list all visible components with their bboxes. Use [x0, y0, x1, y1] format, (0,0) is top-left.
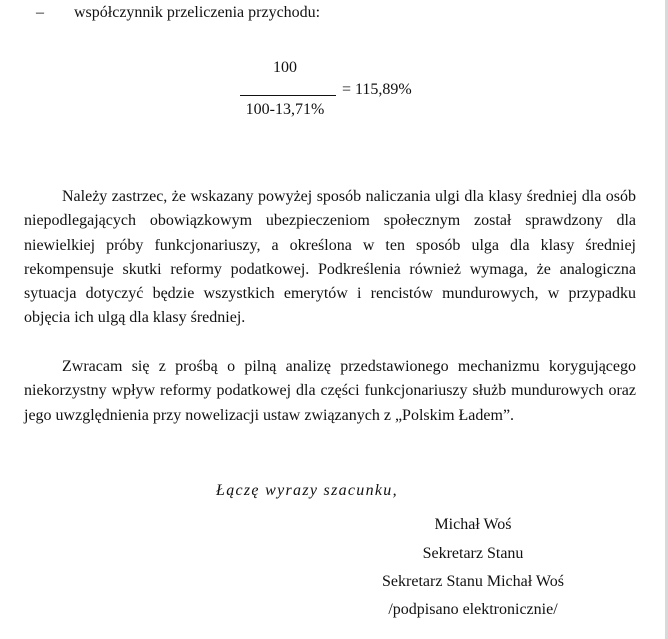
formula-numerator: 100	[273, 59, 297, 76]
fraction-bar	[240, 95, 336, 96]
bullet-line	[36, 3, 320, 23]
formula-denominator: 100-13,71%	[245, 101, 325, 118]
signature-title: Sekretarz Stanu	[422, 545, 524, 562]
formula-result: = 115,89%	[342, 81, 412, 98]
closing-line: Łączę wyrazy szacunku,	[216, 482, 398, 499]
signature-note: /podpisano elektronicznie/	[388, 601, 558, 618]
bullet-dash: –	[36, 4, 44, 21]
bullet-text: współczynnik przeliczenia przychodu:	[74, 4, 321, 21]
paragraph-2: Zwracam się z prośbą o pilną analizę przedstawionego mechanizmu korygującego niekorzystny wpływ reformy podatkowej dla części funkcjonariuszy służb mundurowych oraz jego uwzględnienia przy nowelizacji ustaw związanych z „Polskim Ładem”.	[24, 358, 636, 424]
signature-full: Sekretarz Stanu Michał Woś	[382, 573, 564, 590]
signature-name: Michał Woś	[434, 516, 512, 533]
paragraph-1: Należy zastrzec, że wskazany powyżej sposób naliczania ulgi dla klasy średniej dla osób niepodlegających obowiązkowym ubezpieczeniom społecznym został sprawdzony dla niewielkiej próby funkcjonariuszy, a określona w ten sposób ulga dla klasy średniej rekompensuje skutki reformy podatkowej. Podkreślenia również wymaga, że analogiczna sytuacja dotyczyć będzie wszystkich emerytów i rencistów mundurowych, w przypadku objęcia ich ulgą dla klasy średniej.	[24, 188, 636, 327]
formula	[230, 58, 430, 122]
